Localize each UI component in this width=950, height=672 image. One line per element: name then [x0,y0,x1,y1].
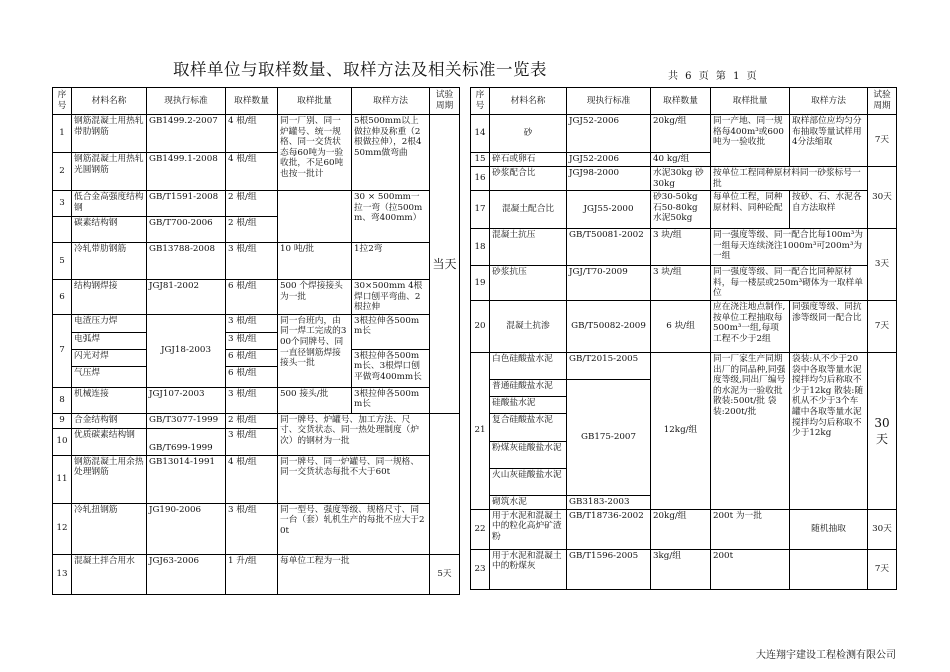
period-cell: 5天 [430,554,460,594]
standard-code: JGJ107-2003 [147,387,226,413]
sample-quantity: 6 根/组 [226,349,278,366]
material-name: 火山灰硅酸盐水泥 [490,468,567,495]
sample-batch: 同一牌号、炉罐号、加工方法、尺寸、交货状态、同一热处理制度（炉次）的钢材为一批 [278,413,430,455]
document-title: 取样单位与取样数量、取样方法及相关标准一览表 [173,60,547,79]
left-sampling-table [52,87,460,595]
header-quantity: 取样数量 [226,88,278,115]
material-name: 钢筋混凝土用热轧带肋钢筋 [72,115,147,153]
sample-method: 袋装:从不少于20袋中各取等量水泥搅拌均匀后称取不少于12kg 散装:随机从不少于3个车罐中各取等量水泥搅拌均匀后称取不少于12kg [790,352,868,509]
sample-method: 5根500mm以上做拉伸及称重（2根做拉伸），2根450mm做弯曲 [352,115,430,191]
sample-quantity: 2 根/组 [226,217,278,243]
material-name: 普通硅酸盐水泥 [490,379,567,396]
sample-method: 1拉2弯 [352,243,430,280]
header-method: 取样方法 [352,88,430,115]
row-no: 1 [53,115,72,153]
sample-quantity: 4 根/组 [226,153,278,191]
sample-method: 按砂、石、水泥各自方法取样 [790,191,868,229]
standard-code: JGJ98-2000 [567,167,651,191]
material-name: 白色硅酸盐水泥 [490,352,567,379]
sample-quantity: 3kg/组 [651,549,711,589]
table-row [53,349,460,366]
period-cell [430,413,460,554]
material-name: 混凝土抗压 [490,229,567,266]
standard-code: JG190-2006 [147,503,226,554]
standard-code: JGJ52-2006 [567,153,651,167]
sample-method: 3根拉伸各500mm长 [352,387,430,413]
sample-quantity: 6 根/组 [226,280,278,315]
material-name: 机械连接 [72,387,147,413]
standard-code: GB13788-2008 [147,243,226,280]
sample-quantity: 3 根/组 [226,428,278,455]
material-name: 低合金高强度结构钢 [72,191,147,217]
material-name: 优质碳素结构钢 [72,428,147,455]
header-standard: 现执行标准 [567,88,651,115]
material-name: 钢筋混凝土用热轧光圆钢筋 [72,153,147,191]
sample-quantity: 2 根/组 [226,413,278,428]
material-name: 用于水泥和混凝土中的粒化高炉矿渣粉 [490,509,567,549]
sample-batch: 应在浇注地点制作,按单位工程抽取每500m³一组,每项工程不少于2组 [711,300,790,352]
header-method: 取样方法 [790,88,868,115]
material-name: 混凝土拌合用水 [72,554,147,594]
table-row [471,167,897,191]
sample-quantity: 6 根/组 [226,366,278,387]
sample-quantity: 3 根/组 [226,503,278,554]
period-cell: 7天 [868,300,897,352]
table-row [471,549,897,589]
material-name: 碎石或卵石 [490,153,567,167]
sample-method: 30 × 500mm一拉一弯（拉500mm、弯400mm） [352,191,430,243]
standard-code: GB/T700-2006 [147,217,226,243]
standard-code: GB/T18736-2002 [567,509,651,549]
period-cell: 当天 [430,115,460,414]
row-no: 15 [471,153,490,167]
period-cell: 3天 [868,229,897,301]
header-batch: 取样批量 [711,88,790,115]
sample-batch: 200t [711,549,790,589]
row-no: 8 [53,387,72,413]
row-no: 16 [471,167,490,191]
header-batch: 取样批量 [278,88,352,115]
row-no: 3 [53,191,72,217]
material-name: 粉煤灰硅酸盐水泥 [490,441,567,468]
sample-quantity: 3 块/组 [651,266,711,301]
sample-batch: 每单位工程，同种原材料、同种砼配 [711,191,790,229]
sample-quantity: 3 根/组 [226,243,278,280]
sample-batch: 同一厂别、同一炉罐号、统一规格、同一交货状态每60吨为一验收批，不足60吨也按一批计 [278,115,352,191]
standard-code: GB/T2015-2005 [567,352,651,379]
table-row [53,115,460,153]
standard-code: GB175-2007 [567,379,651,495]
sample-quantity: 水泥30kg 砂30kg [651,167,711,191]
sample-batch: 同一台班内，由同一焊工完成的300个同牌号、同一直径钢筋焊接接头一批 [278,314,352,387]
row-no: 18 [471,229,490,266]
standard-code: JGJ63-2006 [147,554,226,594]
standard-code: GB/T50082-2009 [567,300,651,352]
right-sampling-table [470,87,897,590]
sample-batch: 同一牌号、同一炉罐号、同一规格、同一交货状态每批不大于60t [278,455,430,503]
sample-batch: 500 接头/批 [278,387,352,413]
material-name: 砂浆抗压 [490,266,567,301]
table-row [471,191,897,229]
material-name: 混凝土配合比 [490,191,567,229]
table-header-row [53,88,460,115]
row-no: 22 [471,509,490,549]
header-seq: 序号 [471,88,490,115]
sample-quantity: 1 升/组 [226,554,278,594]
table-row [471,300,897,352]
table-row [471,229,897,266]
material-name: 电渣压力焊 [72,314,147,332]
sample-quantity: 6 块/组 [651,300,711,352]
material-name: 碳素结构钢 [72,217,147,243]
sample-quantity: 3 根/组 [226,314,278,332]
sample-quantity: 20kg/组 [651,509,711,549]
material-name: 砂 [490,115,567,153]
standard-code: GB1499.1-2008 [147,153,226,191]
row-no: 2 [53,153,72,191]
sample-quantity: 20kg/组 [651,115,711,153]
sample-method: 30×500mm 4根焊口刨平弯曲、2根拉伸 [352,280,430,315]
period-cell: 30天 [868,509,897,549]
company-name: 大连翔宇建设工程检测有限公司 [756,650,896,661]
header-seq: 序号 [53,88,72,115]
table-row [53,243,460,280]
material-name: 混凝土抗渗 [490,300,567,352]
sample-quantity: 砂30-50kg 石50-80kg 水泥50kg [651,191,711,229]
table-row [53,503,460,554]
row-no: 6 [53,280,72,315]
row-no: 13 [53,554,72,594]
row-no [53,217,72,243]
sample-batch: 同一厂家生产同期出厂的同品种,同强度等级,同出厂编号的水泥为一验收批 散装:500t/批 袋装:200t/批 [711,352,790,509]
standard-code: GB13014-1991 [147,455,226,503]
period-cell: 7天 [868,549,897,589]
material-name: 砌筑水泥 [490,495,567,509]
row-no: 12 [53,503,72,554]
table-row [53,413,460,428]
sample-method: 取样部位应均匀分布抽取等量试样用4分法缩取 [790,115,868,167]
table-row [53,191,460,217]
header-period: 试验周期 [430,88,460,115]
header-material: 材料名称 [490,88,567,115]
header-standard: 现执行标准 [147,88,226,115]
material-name: 砂浆配合比 [490,167,567,191]
table-row [471,115,897,153]
material-name: 结构钢焊接 [72,280,147,315]
material-name: 硅酸盐水泥 [490,396,567,413]
period-cell: 7天 [868,115,897,167]
material-name: 冷轧带肋钢筋 [72,243,147,280]
table-row [53,554,460,594]
sample-quantity: 3 块/组 [651,229,711,266]
sample-quantity: 3 根/组 [226,332,278,349]
period-cell: 30天 [868,167,897,229]
sample-quantity: 12kg/组 [651,352,711,509]
material-name: 合金结构钢 [72,413,147,428]
standard-code: JGJ52-2006 [567,115,651,153]
sample-method: 3根拉伸各500mm长、3根焊口刨平做弯400mm长 [352,349,430,387]
material-name: 电弧焊 [72,332,147,349]
table-row [53,455,460,503]
sample-batch: 10 吨/批 [278,243,352,280]
sample-batch: 每单位工程为一批 [278,554,430,594]
row-no: 14 [471,115,490,153]
sample-quantity: 2 根/组 [226,191,278,217]
sample-batch: 同一型号、强度等级、规格尺寸、同一台（套）轧机生产的每批不应大于20t [278,503,430,554]
row-no: 21 [471,352,490,509]
material-name: 钢筋混凝土用余热处理钢筋 [72,455,147,503]
material-name: 复合硅酸盐水泥 [490,413,567,441]
material-name: 冷轧扭钢筋 [72,503,147,554]
table-row [53,280,460,315]
sample-batch: 按单位工程同种原材料同一砂浆标号一批 [711,167,868,191]
row-no: 10 [53,428,72,455]
row-no: 11 [53,455,72,503]
material-name: 气压焊 [72,366,147,387]
standard-code: GB/T699-1999 [147,428,226,455]
sample-batch: 200t 为一批 [711,509,790,549]
row-no: 9 [53,413,72,428]
standard-code: JGJ81-2002 [147,280,226,315]
sample-batch [278,191,352,243]
sample-method [790,549,868,589]
sample-batch: 500 个焊接接头为一批 [278,280,352,315]
standard-code: GB/T1596-2005 [567,549,651,589]
table-row [471,266,897,301]
sample-quantity: 40 kg/组 [651,153,711,167]
row-no: 5 [53,243,72,280]
table-header-row [471,88,897,115]
row-no: 23 [471,549,490,589]
sample-batch: 同一强度等级、同一配合比每100m³为一组每天连续浇注1000m³可200m³为一组 [711,229,868,266]
standard-code: GB3183-2003 [567,495,651,509]
material-name: 闪光对焊 [72,349,147,366]
standard-code: JGJ18-2003 [147,314,226,387]
table-row [53,314,460,332]
sample-batch: 同一产地、同一规格每400m³或600吨为一验收批 [711,115,790,167]
sample-batch: 同一强度等级、同一配合比同种原材料，每一楼层或250m³砌体为一取样单位 [711,266,868,301]
header-material: 材料名称 [72,88,147,115]
table-row [53,387,460,413]
sample-method: 3根拉伸各500mm长 [352,314,430,349]
row-no: 20 [471,300,490,352]
standard-code: GB1499.2-2007 [147,115,226,153]
sample-quantity: 4 根/组 [226,115,278,153]
sample-quantity: 3 根/组 [226,387,278,413]
page-info: 共 6 页 第 1 页 [668,71,757,82]
period-cell: 30天 [868,352,897,509]
sample-method: 随机抽取 [790,509,868,549]
sample-method: 同强度等级、同抗渗等级同一配合比 [790,300,868,352]
sample-quantity: 4 根/组 [226,455,278,503]
row-no: 17 [471,191,490,229]
table-row [471,509,897,549]
standard-code: JGJ55-2000 [567,191,651,229]
standard-code: GB/T3077-1999 [147,413,226,428]
standard-code: GB/T50081-2002 [567,229,651,266]
table-row [471,352,897,379]
row-no: 19 [471,266,490,301]
standard-code: GB/T1591-2008 [147,191,226,217]
header-quantity: 取样数量 [651,88,711,115]
standard-code: JGJ/T70-2009 [567,266,651,301]
header-period: 试验周期 [868,88,897,115]
material-name: 用于水泥和混凝土中的粉煤灰 [490,549,567,589]
row-no: 7 [53,314,72,387]
